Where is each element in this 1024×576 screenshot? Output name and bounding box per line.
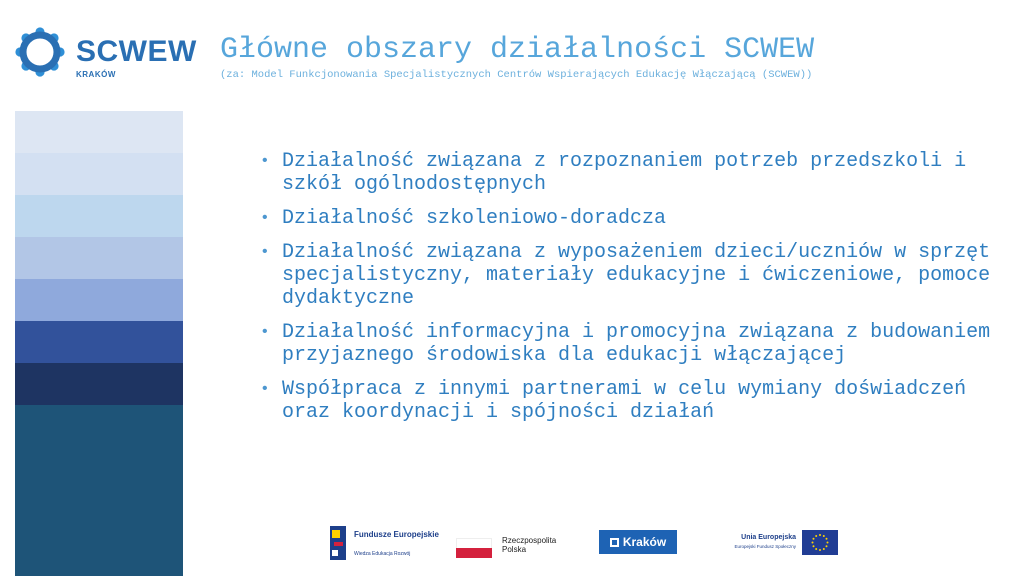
ue-title: Unia Europejska: [741, 534, 796, 541]
krakow-square-icon: [610, 538, 619, 547]
list-item-text: Współpraca z innymi partnerami w celu wymiany doświadczeń oraz koordynacji i spójności działań: [282, 378, 967, 424]
slide-title: Główne obszary działalności SCWEW: [220, 33, 815, 67]
list-item-text: Działalność informacyjna i promocyjna związana z budowaniem przyjaznego środowiska dla edukacji włączającej: [282, 321, 991, 367]
stripe-band: [15, 237, 183, 279]
stripe-band: [15, 405, 183, 576]
color-stripe: [15, 111, 183, 576]
list-item: [256, 150, 996, 196]
list-item-text: Działalność związana z rozpoznaniem potrzeb przedszkoli i szkół ogólnodostępnych: [282, 150, 967, 196]
fe-title: Fundusze Europejskie: [354, 530, 439, 539]
list-item-text: Działalność związana z wyposażeniem dzieci/uczniów w sprzęt specjalistyczny, materiały edukacyjne i ćwiczeniowe, pomoce dydaktyczne: [282, 241, 991, 310]
krakow-logo: [599, 524, 679, 564]
logo-city: KRAKÓW: [76, 70, 116, 79]
stripe-band: [15, 363, 183, 405]
rp-title: Rzeczpospolita Polska: [502, 536, 557, 554]
list-item-text: Działalność szkoleniowo-doradcza: [282, 207, 667, 230]
list-item: [256, 207, 996, 230]
eu-flag-icon: [802, 530, 838, 555]
fe-subtitle: Wiedza Edukacja Rozwój: [354, 551, 411, 557]
stripe-band: [15, 153, 183, 195]
list-item: [256, 378, 996, 424]
fe-star-icon: [330, 526, 346, 560]
slide-subtitle: (za: Model Funkcjonowania Specjalistycznych Centrów Wspierających Edukację Włączającą (SCWEW)): [220, 69, 813, 81]
ue-subtitle: Europejski Fundusz Społeczny: [734, 544, 796, 549]
stripe-band: [15, 321, 183, 363]
list-item: [256, 321, 996, 367]
puzzle-ring-icon: [14, 26, 66, 78]
stripe-band: [15, 111, 183, 153]
unia-europejska-logo: [696, 524, 841, 564]
bullet-icon: •: [260, 323, 270, 341]
partner-logos: [330, 524, 850, 564]
stripe-band: [15, 279, 183, 321]
stripe-band: [15, 195, 183, 237]
krakow-label: Kraków: [622, 535, 667, 549]
bullet-icon: •: [260, 152, 270, 170]
scwew-logo: [14, 26, 197, 86]
poland-flag-icon: [456, 538, 492, 558]
logo-name: SCWEW: [76, 35, 197, 68]
list-item: [256, 241, 996, 310]
bullet-icon: •: [260, 243, 270, 261]
rzeczpospolita-logo: [456, 524, 586, 564]
fundusze-europejskie-logo: [330, 524, 460, 564]
bullet-icon: •: [260, 209, 270, 227]
bullet-icon: •: [260, 380, 270, 398]
activity-list: [256, 150, 996, 435]
